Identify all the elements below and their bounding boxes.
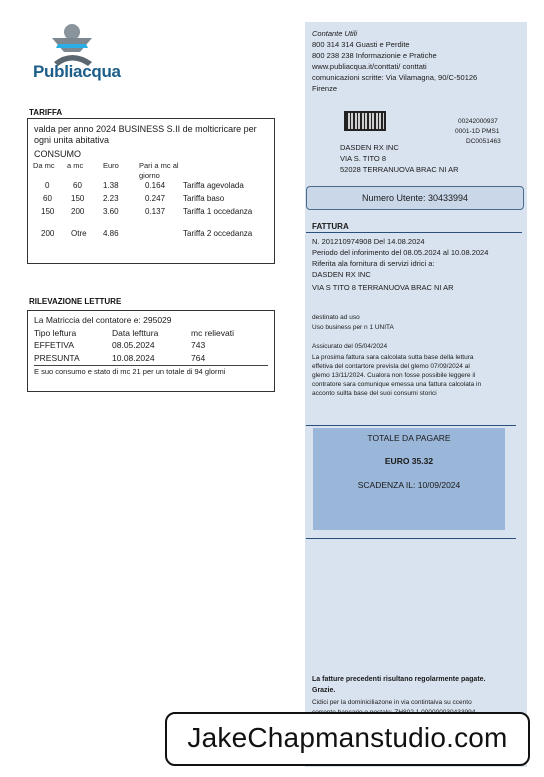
matricola-text: La Matriccia del contatore e: 295029 [34, 315, 172, 325]
col-da-mc: Da mc [33, 161, 55, 170]
invoice-line: Riferita ala fornitura di servizi idrici a: [312, 259, 435, 268]
code: 0001-1D PMS1 [455, 128, 500, 135]
reading-type: EFFETIVA [34, 340, 74, 350]
cell: 4.86 [103, 229, 119, 238]
cell: 60 [73, 181, 82, 190]
tariff-row [31, 181, 271, 194]
invoice-line: Periodo del inforimento del 08.05.2024 al 10.08.2024 [312, 248, 489, 257]
cell: 0.247 [145, 194, 166, 203]
reading-date: 10.08.2024 [112, 353, 155, 363]
cell: 60 [43, 194, 52, 203]
cell: 200 [41, 229, 55, 238]
invoice-line: DASDEN RX INC [312, 270, 371, 279]
cell: 200 [71, 207, 85, 216]
cell: 0 [45, 181, 50, 190]
tariff-description: valda per anno 2024 BUSINESS S.II de molticricare per ogni unita abitativa [34, 124, 257, 145]
cell: 3.60 [103, 207, 119, 216]
paid-notice: La fatture precedenti risultano regolarmente pagate. [312, 676, 486, 683]
col-a-mc: a mc [67, 161, 84, 170]
cell: 150 [71, 194, 85, 203]
reading-date: 08.05.2024 [112, 340, 155, 350]
divider [306, 232, 522, 233]
assicurato-text: Assicurato del 05/04/2024 [312, 343, 388, 350]
contact-line: Firenze [312, 84, 338, 93]
recipient-city: 52028 TERRANUOVA BRAC NI AR [340, 165, 459, 174]
contact-line: comunicazioni scritte: Via Vilamagna, 90/C-50126 [312, 73, 478, 82]
col-pari: Pari a mc al giorno [139, 161, 179, 180]
cell: Tariffa agevolada [183, 181, 244, 190]
invoice-line: N. 201210974908 Del 14.08.2024 [312, 237, 425, 246]
watermark-banner [165, 712, 530, 766]
divider [306, 425, 516, 426]
usage-dest: destinato ad uso [312, 314, 360, 321]
cell: 1.38 [103, 181, 119, 190]
cell: Tariffa 1 occedanza [183, 207, 253, 216]
consumption-note: E suo consumo e stato di mc 21 per un totale di 94 glormi [34, 367, 226, 376]
next-invoice-note: glemo 13/11/2024. Cualora non fosse possibile leggere il [312, 372, 476, 379]
due-date: SCADENZA IL: 10/09/2024 [357, 480, 461, 490]
reading-mc: 743 [191, 340, 206, 350]
col-tipo: Tipo leftura [34, 328, 77, 338]
cell: Otre [71, 229, 87, 238]
col-mc: mc relievati [191, 328, 234, 338]
next-invoice-note: La prosima fattura sara calcolata sutta base della lettura [312, 354, 474, 361]
code: 00242000937 [458, 118, 498, 125]
col-data: Data lefttura [112, 328, 159, 338]
total-amount: EURO 35.32 [384, 456, 434, 466]
code: DC0051463 [466, 138, 501, 145]
invoice-line: VIA S TITO 8 TERRANUOVA BRAC NI AR [312, 283, 454, 292]
recipient-name: DASDEN RX INC [340, 143, 399, 152]
thanks-text: Grazie. [312, 687, 336, 694]
domiciliazione-text: Cidici per la dominiciliazone in via contintaiva su ccento [312, 699, 472, 706]
col-tariffa [183, 161, 271, 181]
contact-title: Contante Utili [312, 29, 358, 38]
next-invoice-note: contratore sara comunique emessa una fattura calcolata in [312, 381, 482, 388]
cell: Tariffa baso [183, 194, 225, 203]
tariff-box [27, 118, 275, 264]
cell: 2.23 [103, 194, 119, 203]
rilevazione-heading: RILEVAZIONE LETTURE [29, 297, 122, 306]
next-invoice-note: acconto sullta base del suoi consumi storici [312, 390, 437, 397]
readings-box [27, 310, 275, 392]
tariff-table [31, 161, 271, 251]
recipient-street: VIA S. TITO 8 [340, 154, 386, 163]
numero-utente-badge: Numero Utente: 30433994 [306, 186, 524, 210]
divider [306, 538, 516, 539]
watermark-text: JakeChapmanstudio.com [187, 722, 508, 753]
barcode-icon [344, 111, 386, 131]
cell [139, 229, 183, 251]
brand-name: Publiacqua [33, 62, 121, 81]
cell: 0.137 [145, 207, 166, 216]
consumo-label: CONSUMO [34, 149, 81, 159]
tariff-row [31, 194, 271, 207]
tariff-row [31, 229, 271, 251]
fattura-heading: FATTURA [312, 222, 349, 231]
next-invoice-note: effetiva del contartore previsla del glemo 07/09/2024 al [312, 363, 470, 370]
reading-mc: 764 [191, 353, 206, 363]
contact-line: www.publiacqua.it/conttati/ conttati [312, 62, 427, 71]
divider [34, 365, 268, 366]
contact-line: 800 314 314 Guasti e Perdite [312, 40, 410, 49]
usage-dest: Uso business per n 1 UNITA [312, 324, 394, 331]
reading-type: PRESUNTA [34, 353, 80, 363]
total-label: TOTALE DA PAGARE [367, 433, 451, 443]
cell: 150 [41, 207, 55, 216]
total-due-box [313, 428, 505, 530]
tariff-row [31, 207, 271, 229]
cell: Tariffa 2 occedanza [183, 229, 253, 238]
tariffa-heading: TARIFFA [29, 108, 63, 117]
col-euro: Euro [103, 161, 119, 170]
cell: 0.164 [145, 181, 166, 190]
contact-line: 800 238 238 Informazionie e Pratiche [312, 51, 437, 60]
